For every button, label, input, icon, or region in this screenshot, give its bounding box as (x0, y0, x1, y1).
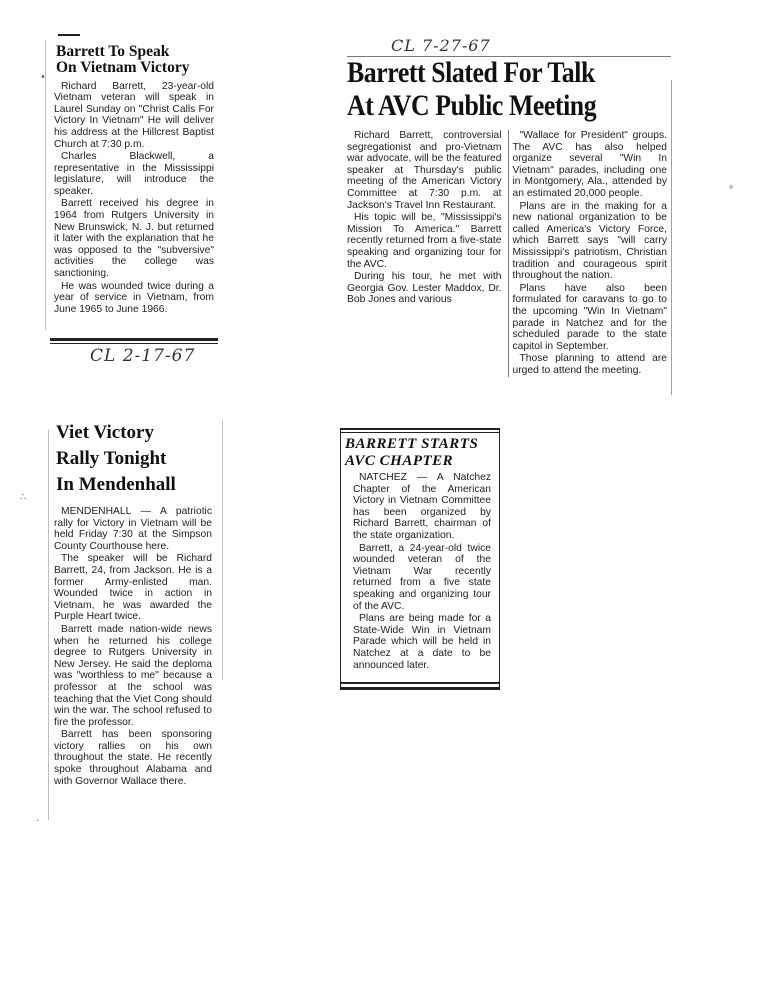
paragraph: Those planning to attend are urged to attend the meeting. (512, 353, 667, 376)
headline-line-1: Barrett Slated For Talk (347, 56, 595, 89)
cut-edge (45, 40, 46, 330)
headline-line-2: At AVC Public Meeting (347, 89, 597, 122)
paragraph: The speaker will be Richard Barrett, 24, from Jackson. He is a former Army-enlisted man. Wounded twice in action in Vietnam, he was awarded the Purple Heart twice. (54, 553, 212, 623)
paragraph: Barrett made nation-wide news when he returned his college degree to Rutgers University in New Jersey. He said the deploma was "worthless to me" because a professor at the school was teaching that the Viet Cong should win the war. The school refused to fire the professor. (54, 623, 212, 728)
headline-line-2: AVC CHAPTER (345, 453, 454, 469)
scan-speck: • (40, 72, 46, 83)
paragraph: Plans are being made for a State-Wide Win in Vietnam Parade which will be held in Natchez at a date to be announced later. (353, 613, 491, 671)
paragraph: Richard Barrett, 23-year-old Vietnam veteran will speak in Laurel Sunday on "Christ Calls For Victory In Vietnam" He will deliver his address at the Hillcrest Baptist Church at 7:30 p.m. (54, 80, 214, 150)
clip-bottom-rule-thin (50, 343, 218, 344)
clipping-barrett-starts (341, 432, 497, 672)
article-body (50, 81, 214, 316)
box-bottom-rule-thick (340, 687, 500, 690)
clipping-barrett-to-speak (50, 34, 214, 316)
handwritten-date: CL 2-17-67 (90, 346, 196, 366)
headline-line-1: Barrett To Speak (56, 43, 170, 60)
paragraph: He was wounded twice during a year of service in Vietnam, from June 1965 to June 1966. (54, 280, 214, 315)
headline-line-2: Rally Tonight (56, 448, 167, 469)
paragraph: Plans are in the making for a new national organization to be called America's Victory Force, which Barrett says "will carry Mississippi's patriotism, Christian tradition and courageous spirit throughout the nation. (512, 200, 667, 282)
cut-edge (48, 430, 49, 820)
box-right-border (499, 428, 500, 690)
cut-edge (671, 80, 672, 395)
headline-line-1: Viet Victory (56, 422, 154, 443)
paragraph: NATCHEZ — A Natchez Chapter of the American Victory in Vietnam Committee has been organized by Richard Barrett, chairman of the state organization. (353, 472, 491, 541)
paragraph: Barrett has been sponsoring victory rallies on his own throughout the state. He recently spoke throughout Alabama and with Governor Wallace there. (54, 729, 212, 787)
handwritten-date: CL 7-27-67 (391, 36, 491, 55)
article-columns (347, 130, 667, 377)
headline (345, 436, 497, 470)
paragraph: Richard Barrett, controversial segregationist and pro-Vietnam war advocate, will be the featured speaker at Thursday's public meeting of the American Victory Committee at 7:30 p.m. at Jackson's Travel Inn Restaurant. (347, 130, 502, 211)
scan-speck: · (36, 816, 40, 827)
clipping-viet-victory (52, 420, 212, 788)
headline-line-3: In Mendenhall (56, 474, 176, 495)
cut-edge (222, 420, 223, 680)
paragraph: Charles Blackwell, a representative in the Mississippi legislature, will introduce the speaker. (54, 151, 214, 197)
headline (56, 44, 214, 77)
headline-line-2: On Vietnam Victory (56, 59, 190, 77)
paragraph: Plans have also been formulated for caravans to go to the upcoming "Win In Vietnam" parade in Natchez and for the scheduled parade to the state capitol in September. (512, 282, 667, 352)
headline (56, 420, 212, 498)
box-top-rule (340, 428, 500, 430)
article-body (341, 472, 491, 671)
scan-speck: ∘ (728, 182, 735, 193)
headline (347, 56, 670, 122)
corner-rule (58, 34, 80, 36)
column-2 (508, 130, 668, 377)
headline-line-1: BARRETT STARTS (345, 436, 479, 452)
scan-speck: ∴ (20, 492, 27, 503)
paragraph: Barrett, a 24-year-old twice wounded veteran of the Vietnam War recently returned from a five state speaking and organizing tour of the AVC. (353, 542, 491, 612)
paragraph: "Wallace for President" groups. The AVC has also helped organize several "Win In Vietnam" parades, including one in Montgomery, Ala., attended by an estimated 20,000 people. (512, 130, 667, 199)
clip-bottom-rule (50, 338, 218, 341)
box-bottom-rule (340, 682, 500, 684)
column-1 (347, 130, 502, 377)
paragraph: Barrett received his degree in 1964 from Rutgers University in New Brunswick, N. J. but returned it later with the explanation that he was opposed to the "subversive" activities the college was sanctioning. (54, 198, 214, 280)
paragraph: During his tour, he met with Georgia Gov. Lester Maddox, Dr. Bob Jones and various (347, 271, 502, 306)
article-body (52, 506, 212, 787)
paragraph: His topic will be, "Mississippi's Mission To America." Barrett recently returned from a five-state speaking and organizing tour for the AVC. (347, 212, 502, 270)
paragraph: MENDENHALL — A patriotic rally for Victory in Vietnam will be held Friday 7:30 at the Simpson County Courthouse here. (54, 506, 212, 552)
clipping-barrett-slated (347, 36, 667, 377)
